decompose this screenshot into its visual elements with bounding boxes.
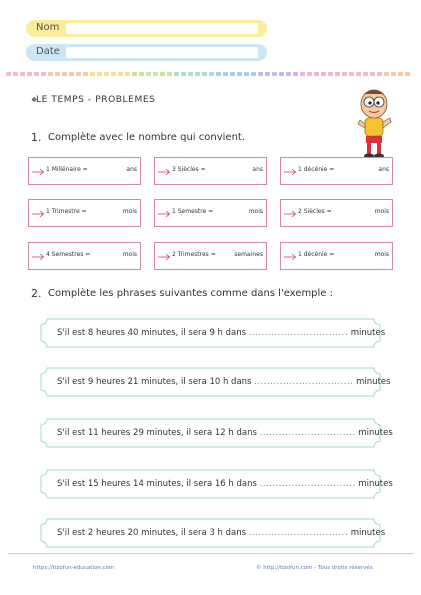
divider-dot: [83, 72, 88, 76]
answer-blank[interactable]: ..............................: [259, 479, 356, 489]
conversion-unit: mois: [122, 251, 137, 258]
divider-dot: [328, 72, 333, 76]
sentence-text: [57, 328, 385, 338]
conversion-label: 1 décénie =: [298, 166, 335, 173]
conversion-cell[interactable]: [28, 242, 141, 270]
answer-blank[interactable]: ...............................: [248, 528, 349, 538]
conversion-label: 2 Siècles =: [298, 208, 332, 215]
divider-dot: [55, 72, 60, 76]
divider-dot: [244, 72, 249, 76]
section-title: LE TEMPS - PROBLEMES: [36, 95, 156, 105]
sentence-prefix: S'il est 8 heures 40 minutes, il sera 9 h dans: [57, 328, 247, 338]
divider-dot: [188, 72, 193, 76]
arrow-right-icon: [158, 252, 172, 262]
divider-dot: [258, 72, 263, 76]
divider-dot: [363, 72, 368, 76]
divider-dot: [391, 72, 396, 76]
divider-dot: [223, 72, 228, 76]
arrow-right-icon: [32, 167, 46, 177]
conversion-label: 4 Semestres =: [46, 251, 91, 258]
divider-dot: [97, 72, 102, 76]
divider-dot: [272, 72, 277, 76]
divider-dot: [20, 72, 25, 76]
divider-dot: [76, 72, 81, 76]
conversion-cell[interactable]: [154, 199, 267, 227]
divider-dot: [181, 72, 186, 76]
divider-dot: [321, 72, 326, 76]
divider-dot: [209, 72, 214, 76]
conversion-cell[interactable]: [28, 157, 141, 185]
divider-dot: [111, 72, 116, 76]
divider-dot: [139, 72, 144, 76]
arrow-right-icon: [158, 167, 172, 177]
arrow-right-icon: [32, 252, 46, 262]
conversion-unit: mois: [122, 208, 137, 215]
conversion-label: 1 décénie =: [298, 251, 335, 258]
arrow-right-icon: [284, 167, 298, 177]
conversion-unit: ans: [126, 166, 137, 173]
conversion-unit: mois: [374, 251, 389, 258]
divider-dot: [27, 72, 32, 76]
conversion-label: 1 Trimestre =: [46, 208, 87, 215]
divider-dot: [286, 72, 291, 76]
sentence-text: [57, 377, 391, 387]
divider-dot: [195, 72, 200, 76]
divider-dot: [377, 72, 382, 76]
divider-dot: [314, 72, 319, 76]
divider-dot: [174, 72, 179, 76]
sentence-box: [39, 318, 386, 348]
footer-copyright[interactable]: © http://tizofun.com - Tous droits réservés: [256, 565, 373, 571]
arrow-right-icon: [284, 209, 298, 219]
divider-dot: [69, 72, 74, 76]
answer-blank[interactable]: ...............................: [248, 328, 349, 338]
divider-dot: [216, 72, 221, 76]
sentence-text: [57, 528, 385, 538]
arrow-right-icon: [32, 209, 46, 219]
sentence-suffix: minutes: [358, 428, 393, 438]
conversion-label: 3 Siècles =: [172, 166, 206, 173]
divider-dot: [342, 72, 347, 76]
conversion-unit: mois: [248, 208, 263, 215]
divider-dot: [13, 72, 18, 76]
conversion-unit: mois: [374, 208, 389, 215]
divider-dot: [265, 72, 270, 76]
divider-dot: [251, 72, 256, 76]
question-1-text: Complète avec le nombre qui convient.: [48, 132, 246, 143]
divider-dot: [335, 72, 340, 76]
divider-dot: [384, 72, 389, 76]
conversion-unit: ans: [252, 166, 263, 173]
sentence-text: [57, 428, 393, 438]
conversion-cell[interactable]: [280, 157, 393, 185]
divider-dot: [146, 72, 151, 76]
question-2-number: 2.: [31, 287, 42, 300]
sentence-suffix: minutes: [356, 377, 391, 387]
divider-dot: [300, 72, 305, 76]
conversion-cell[interactable]: [280, 242, 393, 270]
answer-blank[interactable]: ..............................: [259, 428, 356, 438]
conversion-label: 2 Trimestres =: [172, 251, 216, 258]
sentence-prefix: S'il est 11 heures 29 minutes, il sera 12 h dans: [57, 428, 257, 438]
conversion-cell[interactable]: [280, 199, 393, 227]
divider-dot: [48, 72, 53, 76]
date-input-box[interactable]: [66, 47, 258, 58]
nom-field: [26, 20, 267, 37]
conversion-cell[interactable]: [28, 199, 141, 227]
divider-dot: [104, 72, 109, 76]
divider-dot: [6, 72, 11, 76]
conversion-unit: ans: [378, 166, 389, 173]
sentence-prefix: S'il est 15 heures 14 minutes, il sera 16 h dans: [57, 479, 257, 489]
sentence-suffix: minutes: [350, 528, 386, 538]
sentence-box: [39, 367, 391, 397]
conversion-cell[interactable]: [154, 157, 267, 185]
divider-dot: [307, 72, 312, 76]
divider-dot: [125, 72, 130, 76]
divider-dot: [132, 72, 137, 76]
cartoon-boy-mascot-icon: [352, 88, 396, 160]
divider-dot: [160, 72, 165, 76]
sentence-suffix: minutes: [358, 479, 393, 489]
date-label: Date: [36, 46, 60, 57]
divider-dot: [167, 72, 172, 76]
divider-dot: [398, 72, 403, 76]
diamond-bullet-icon: ❖: [31, 96, 38, 104]
date-field: [26, 44, 267, 61]
arrow-right-icon: [158, 209, 172, 219]
sentence-suffix: minutes: [350, 328, 386, 338]
divider-dot: [370, 72, 375, 76]
divider-dot: [230, 72, 235, 76]
decorative-color-divider: [6, 72, 416, 76]
question-2-text: Complète les phrases suivantes comme dans l'exemple :: [48, 288, 334, 299]
answer-blank[interactable]: ...............................: [254, 377, 354, 387]
divider-dot: [202, 72, 207, 76]
divider-dot: [356, 72, 361, 76]
conversion-cell[interactable]: [154, 242, 267, 270]
sentence-prefix: S'il est 2 heures 20 minutes, il sera 3 h dans: [57, 528, 247, 538]
divider-dot: [41, 72, 46, 76]
sentence-prefix: S'il est 9 heures 21 minutes, il sera 10 h dans: [57, 377, 252, 387]
divider-dot: [237, 72, 242, 76]
sentence-box: [39, 418, 393, 448]
divider-dot: [118, 72, 123, 76]
question-1-number: 1.: [31, 131, 42, 144]
conversion-label: 1 Millénaire =: [46, 166, 88, 173]
divider-dot: [293, 72, 298, 76]
footer-divider: [8, 553, 413, 554]
sentence-text: [57, 479, 393, 489]
conversion-unit: semaines: [234, 251, 263, 258]
sentence-box: [39, 518, 386, 548]
divider-dot: [349, 72, 354, 76]
arrow-right-icon: [284, 252, 298, 262]
divider-dot: [153, 72, 158, 76]
divider-dot: [62, 72, 67, 76]
divider-dot: [34, 72, 39, 76]
conversion-label: 1 Semestre =: [172, 208, 214, 215]
nom-label: Nom: [36, 22, 60, 33]
nom-input-box[interactable]: [66, 23, 258, 34]
footer-link-education[interactable]: https://tizofun-education.com: [33, 565, 115, 571]
divider-dot: [279, 72, 284, 76]
sentence-box: [39, 469, 393, 499]
divider-dot: [405, 72, 410, 76]
divider-dot: [90, 72, 95, 76]
